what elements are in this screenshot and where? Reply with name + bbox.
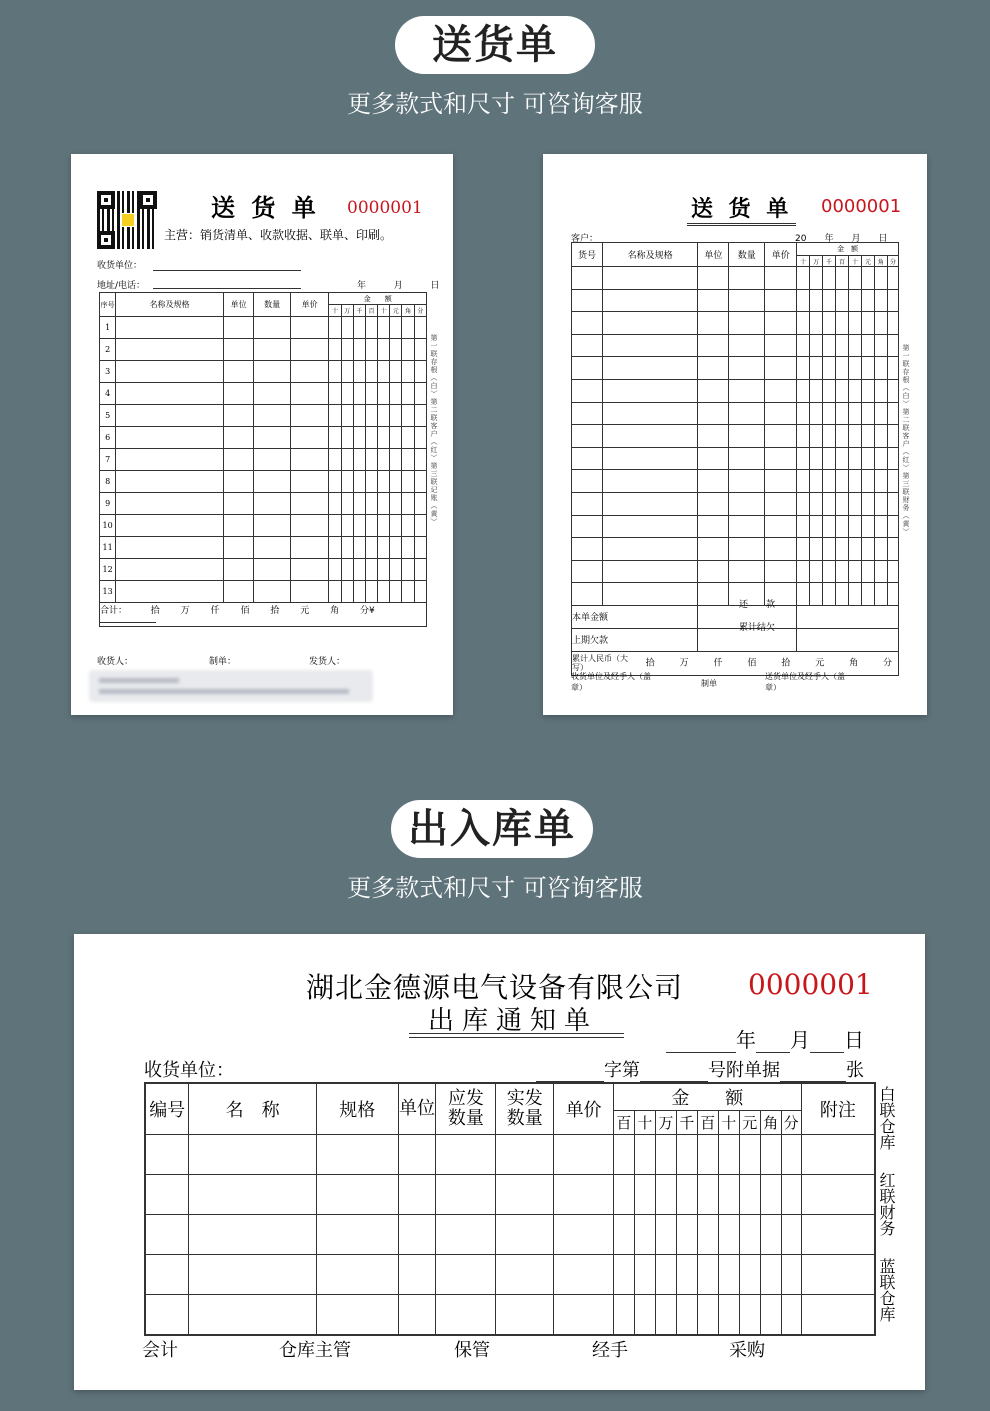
sheet2-cum-unit: 佰	[747, 658, 757, 669]
table-row	[100, 449, 427, 471]
table-row	[100, 537, 427, 559]
sheet3-title: 出库通知单	[428, 1006, 599, 1036]
qr-code-icon	[97, 191, 157, 249]
sheet3-ref-zhang: 张	[846, 1060, 864, 1081]
sheet3-table	[144, 1082, 876, 1336]
sheet1-total-unit: 拾	[270, 606, 280, 616]
sheet2-digit: 元	[861, 256, 874, 267]
sheet1-total-unit: 分¥	[360, 606, 375, 616]
sheet2-cum-rmb: 累计人民币（大写）	[572, 654, 628, 673]
sheet1-year: 年	[357, 281, 367, 291]
sheet3-receiver-label: 收货单位：	[144, 1060, 234, 1081]
table-row	[100, 581, 427, 603]
warehouse-note-sample	[74, 934, 925, 1390]
sheet3-side-white: 白联仓库	[877, 1086, 896, 1150]
sheet1-sign-sender: 发货人：	[309, 657, 346, 667]
table-row	[145, 1255, 875, 1295]
table-row	[572, 312, 899, 335]
sheet3-digit: 十	[718, 1111, 739, 1135]
sheet2-digit: 角	[874, 256, 887, 267]
sheet2-digit: 分	[887, 256, 898, 267]
table-row	[100, 471, 427, 493]
table-row	[572, 402, 899, 425]
sheet2-number: 0000001	[821, 196, 902, 217]
table-row	[100, 339, 427, 361]
sheet1-col-qty: 数量	[254, 293, 291, 317]
sheet1-sign-maker: 制单：	[209, 657, 237, 667]
sheet1-table	[99, 292, 427, 627]
sheet1-digit: 元	[390, 305, 402, 317]
sheet2-title: 送 货 单	[687, 192, 796, 226]
sheet3-footer-purchasing: 采购	[729, 1340, 765, 1361]
sheet2-col-no: 货号	[572, 243, 603, 267]
table-row	[572, 515, 899, 538]
table-row	[100, 383, 427, 405]
sheet2-col-qty: 数量	[729, 243, 765, 267]
sheet3-digit: 万	[655, 1111, 676, 1135]
table-row	[100, 405, 427, 427]
sheet1-digit: 百	[365, 305, 377, 317]
sheet2-digit: 十	[797, 256, 810, 267]
sheet2-digit: 千	[823, 256, 836, 267]
sheet3-side-blue: 蓝联仓库	[877, 1258, 896, 1322]
sheet2-date: 20 年 月 日	[795, 234, 888, 244]
table-row	[572, 447, 899, 470]
row-number: 1	[100, 317, 116, 339]
sheet3-digit: 角	[760, 1111, 781, 1135]
sheet1-digit: 十	[378, 305, 390, 317]
table-row	[572, 267, 899, 290]
sheet2-sign-receiver: 收货单位及经手人（盖章）	[571, 672, 651, 692]
sheet3-footer-handler: 经手	[592, 1340, 628, 1361]
sheet2-col-price: 单价	[765, 243, 797, 267]
sheet1-day: 日	[430, 281, 440, 291]
sheet1-address-label: 地址/电话：	[97, 281, 146, 291]
sheet1-col-no: 序号	[100, 293, 116, 317]
sheet3-footer-warehouse-manager: 仓库主管	[279, 1340, 351, 1361]
delivery-note-sample-2	[543, 154, 927, 715]
sheet2-table	[571, 242, 899, 676]
row-number: 9	[100, 493, 116, 515]
sheet3-side-red: 红联财务	[877, 1172, 896, 1236]
sheet1-digit: 万	[341, 305, 353, 317]
sheet1-side-text: 第一联存根（白）第二联客户（红）第三联记账（黄）	[430, 334, 438, 526]
sheet1-total-unit: 仟	[210, 606, 220, 616]
sheet3-number: 0000001	[748, 968, 873, 1001]
section1-subtitle: 更多款式和尺寸 可咨询客服	[347, 90, 643, 118]
sheet3-col-actual: 实发数量	[496, 1083, 554, 1135]
row-number: 4	[100, 383, 116, 405]
sheet1-digit: 千	[353, 305, 365, 317]
sheet3-company: 湖北金德源电气设备有限公司	[306, 971, 684, 1004]
table-row	[100, 515, 427, 537]
table-row	[100, 559, 427, 581]
sheet1-col-amount: 金 额	[329, 293, 427, 305]
table-row	[100, 493, 427, 515]
sheet3-col-amount: 金 额	[613, 1083, 801, 1111]
sheet1-title: 送 货 单	[211, 193, 320, 222]
sheet2-repay: 还 款	[739, 600, 776, 610]
table-row	[100, 361, 427, 383]
sheet1-total-unit: 角	[330, 606, 340, 616]
sheet2-cum-unit: 万	[679, 658, 689, 669]
sheet2-col-unit: 单位	[698, 243, 729, 267]
sheet3-col-unit: 单位	[398, 1083, 436, 1135]
sheet2-cum-unit: 分	[882, 658, 892, 669]
sheet2-cum-unit: 元	[815, 658, 825, 669]
sheet2-side-text: 第一联存根（白）第二联客户（红）第三联财务（黄）	[902, 344, 910, 536]
sheet3-digit: 分	[781, 1111, 801, 1135]
row-number: 5	[100, 405, 116, 427]
sheet3-year: 年	[736, 1028, 756, 1052]
sheet2-prev-debt: 上期欠款	[572, 628, 698, 651]
sheet3-digit: 十	[634, 1111, 655, 1135]
sheet1-total-label: 合计：	[100, 606, 128, 616]
table-row	[572, 470, 899, 493]
table-row	[572, 357, 899, 380]
sheet2-cum-unit: 拾	[781, 658, 791, 669]
sheet3-footer-custodian: 保管	[454, 1340, 490, 1361]
sheet2-cumulative: 累计结欠	[739, 623, 776, 633]
section2-title: 出入库单	[391, 800, 593, 858]
sheet1-col-price: 单价	[290, 293, 329, 317]
table-row	[572, 379, 899, 402]
section2-subtitle: 更多款式和尺寸 可咨询客服	[347, 874, 643, 902]
sheet2-cum-unit: 仟	[713, 658, 723, 669]
sheet1-col-unit: 单位	[223, 293, 253, 317]
sheet3-digit: 元	[739, 1111, 760, 1135]
sheet1-col-name: 名称及规格	[116, 293, 224, 317]
row-number: 13	[100, 581, 116, 603]
table-row	[572, 289, 899, 312]
sheet3-ref-hao: 号附单据	[708, 1060, 780, 1081]
sheet2-col-amount: 金 额	[797, 243, 899, 256]
sheet3-col-note: 附注	[801, 1083, 875, 1135]
sheet3-col-spec: 规格	[316, 1083, 398, 1135]
sheet2-cum-unit: 拾	[645, 658, 655, 669]
sheet2-col-name: 名称及规格	[602, 243, 698, 267]
sheet2-customer-label: 客户：	[571, 234, 599, 244]
table-row	[100, 317, 427, 339]
table-row	[572, 538, 899, 561]
sheet3-col-due: 应发数量	[436, 1083, 496, 1135]
row-number: 7	[100, 449, 116, 471]
table-row	[572, 425, 899, 448]
sheet1-digit: 十	[329, 305, 341, 317]
table-row	[100, 427, 427, 449]
sheet3-col-name: 名 称	[189, 1083, 317, 1135]
sheet1-total-unit: 拾	[150, 606, 160, 616]
sheet1-business: 主营：销货清单、收款收据、联单、印刷。	[164, 228, 393, 242]
sheet2-digit: 十	[849, 256, 862, 267]
row-number: 8	[100, 471, 116, 493]
section1-title: 送货单	[395, 16, 595, 74]
table-row	[145, 1135, 875, 1175]
sheet2-sign-maker: 制单	[701, 679, 717, 688]
row-number: 10	[100, 515, 116, 537]
row-number: 6	[100, 427, 116, 449]
row-number: 11	[100, 537, 116, 559]
row-number: 12	[100, 559, 116, 581]
delivery-note-sample-1	[71, 154, 453, 715]
sheet2-this-amount: 本单金额	[572, 605, 698, 628]
table-row	[145, 1295, 875, 1335]
sheet1-digit: 分	[414, 305, 426, 317]
sheet1-number: 0000001	[347, 198, 423, 218]
sheet1-receiver-label: 收货单位：	[97, 261, 143, 271]
table-row	[145, 1215, 875, 1255]
sheet1-total-unit: 万	[180, 606, 190, 616]
sheet3-digit: 百	[697, 1111, 718, 1135]
sheet1-month: 月	[393, 281, 403, 291]
table-row	[572, 560, 899, 583]
sheet2-sign-sender: 送货单位及经手人（盖章）	[765, 672, 845, 692]
sheet2-digit: 百	[836, 256, 849, 267]
sheet1-total-unit: 佰	[240, 606, 250, 616]
sheet1-digit: 角	[402, 305, 414, 317]
table-row	[572, 492, 899, 515]
sheet3-col-no: 编号	[145, 1083, 189, 1135]
sheet3-digit: 千	[676, 1111, 697, 1135]
row-number: 2	[100, 339, 116, 361]
sheet2-cum-unit: 角	[849, 658, 859, 669]
table-row	[572, 583, 899, 606]
sheet1-total-unit: 元	[300, 606, 310, 616]
blurred-address	[89, 670, 373, 702]
sheet3-footer-accounting: 会计	[142, 1340, 178, 1361]
sheet3-digit: 百	[613, 1111, 634, 1135]
row-number: 3	[100, 361, 116, 383]
sheet3-ref-zi: 字第	[604, 1060, 640, 1081]
sheet3-month: 月	[790, 1028, 810, 1052]
table-row	[145, 1175, 875, 1215]
table-row	[572, 334, 899, 357]
sheet3-col-price: 单价	[554, 1083, 614, 1135]
sheet1-sign-receiver: 收货人：	[97, 657, 134, 667]
sheet2-digit: 万	[810, 256, 823, 267]
sheet3-day: 日	[844, 1028, 864, 1052]
